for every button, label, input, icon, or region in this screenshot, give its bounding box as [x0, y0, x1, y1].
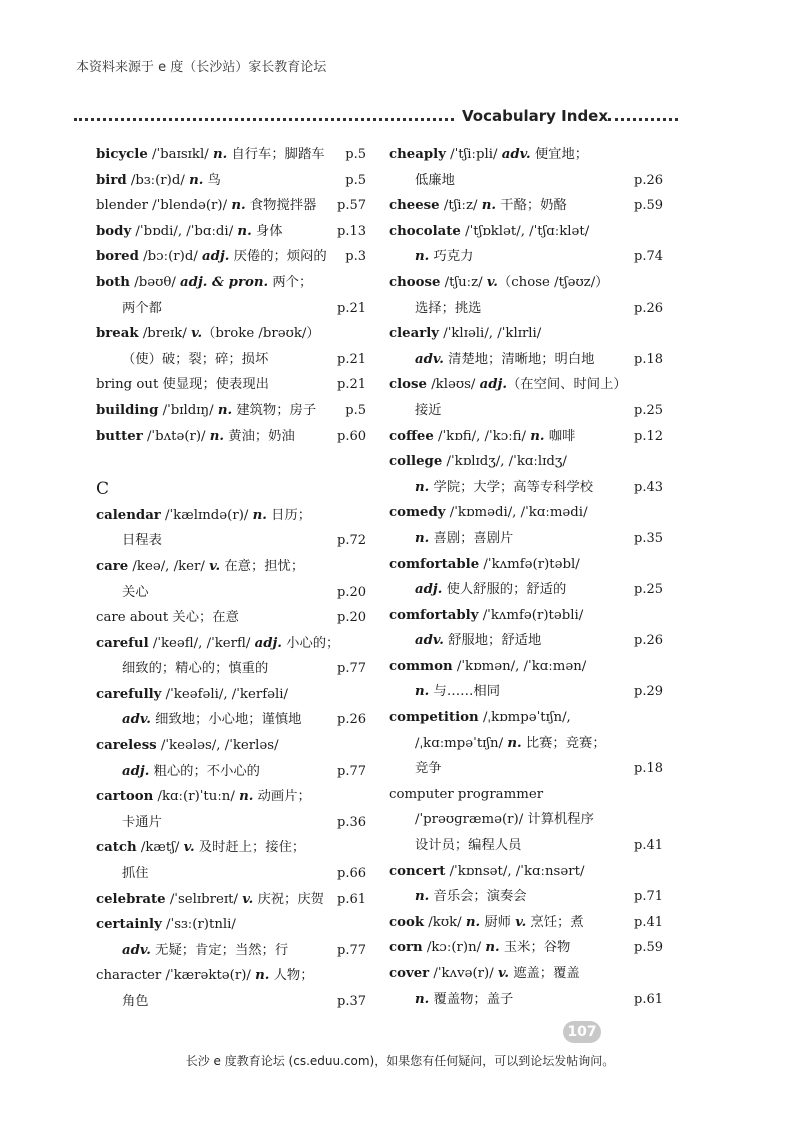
vocab-entry — [96, 321, 366, 347]
entry-text: n. — [481, 198, 497, 214]
entry-text: 便宜地； — [530, 147, 589, 162]
entry-text: /ˈkeəfəli/, /ˈkerfəli/ — [161, 686, 288, 702]
entry-text: n. — [252, 507, 267, 523]
entry-text: common — [389, 658, 453, 674]
entry-text: calendar — [96, 507, 161, 523]
entry-text: 在意；担忧； — [220, 558, 305, 574]
vocab-entry — [96, 631, 366, 657]
entry-text: 黄油；奶油 — [224, 428, 295, 444]
entry-text: /ˈsɜː(r)tnli/ — [161, 917, 236, 933]
entry-continuation — [389, 526, 663, 552]
entry-continuation — [96, 810, 366, 836]
entry-text: care — [96, 558, 129, 574]
vocab-entry — [389, 219, 663, 245]
vocab-entry — [96, 963, 366, 989]
entry-continuation — [389, 168, 663, 194]
entry-text: n. — [231, 198, 246, 214]
entry-text: 建筑物；房子 — [232, 402, 317, 418]
entry-text: character /ˈkærəktə(r)/ — [96, 968, 256, 984]
entry-text: n. — [255, 968, 270, 984]
entry-text: 设计员；编程人员 — [415, 838, 522, 854]
page-reference: p.60 — [337, 428, 366, 444]
vocab-entry — [389, 449, 663, 475]
source-note: 本资料来源于 e 度（长沙站）家长教育论坛 — [76, 60, 327, 75]
page-reference: p.41 — [634, 914, 663, 930]
entry-text: careful — [96, 635, 149, 651]
vocab-entry — [96, 372, 366, 398]
entry-text: 干酪；奶酪 — [496, 198, 567, 214]
vocab-entry — [389, 859, 663, 885]
vocab-entry — [389, 910, 663, 936]
entry-continuation — [96, 707, 366, 733]
entry-text: （使）破；裂；碎；损坏 — [122, 351, 269, 367]
page-number-badge: 107 — [563, 1021, 601, 1043]
page-reference: p.25 — [634, 402, 663, 418]
entry-text: /ˈkɒfi/, /ˈkɔːfi/ — [433, 428, 531, 444]
entry-text: n. — [465, 914, 481, 930]
entry-text: /ˈkɒmən/, /ˈkɑːmən/ — [452, 658, 587, 674]
entry-text: /ˈkeələs/, /ˈkerləs/ — [156, 738, 279, 754]
vocab-entry — [389, 552, 663, 578]
entry-text: n. — [217, 402, 233, 418]
entry-text: n. — [237, 223, 252, 239]
page-reference: p.77 — [337, 661, 366, 677]
entry-text: choose — [389, 274, 441, 290]
entry-continuation — [389, 475, 663, 501]
entry-text: 使人舒服的；舒适的 — [442, 582, 567, 598]
page-reference: p.5 — [345, 402, 366, 418]
entry-continuation — [389, 628, 663, 654]
entry-text: /ˈkʌmfə(r)təbli/ — [478, 607, 584, 623]
vocab-entry — [389, 935, 663, 961]
entry-text: /ˈkeəfl/, /ˈkerfl/ — [148, 635, 255, 651]
entry-text: cheaply — [389, 147, 446, 162]
entry-text: n. — [530, 428, 545, 444]
entry-text: /ˈbɒdi/, /ˈbɑːdi/ — [131, 223, 238, 239]
entry-text: 身体 — [251, 223, 283, 239]
entry-text: 咖啡 — [544, 428, 576, 444]
vocab-entry — [389, 961, 663, 987]
entry-text: comfortable — [389, 556, 480, 572]
entry-text: bicycle — [96, 147, 148, 162]
entry-continuation — [96, 938, 366, 964]
entry-text: 厌倦的；烦闷的 — [229, 249, 327, 265]
vocab-entry — [96, 219, 366, 245]
entry-text: n. — [189, 172, 204, 188]
entry-text: bird — [96, 172, 127, 188]
page-reference: p.5 — [345, 147, 366, 162]
entry-text: 抓住 — [122, 866, 149, 882]
page-reference: p.77 — [337, 763, 366, 779]
entry-text: /ˈkɒlɪdʒ/, /ˈkɑːlɪdʒ/ — [442, 454, 567, 470]
entry-text: /ˌkɒmpəˈtɪʃn/, — [478, 710, 571, 726]
entry-text: /ˈtʃɒklət/, /ˈtʃɑːklət/ — [460, 223, 590, 239]
entry-text: n. — [415, 991, 430, 1007]
entry-text: college — [389, 454, 443, 470]
entry-text: adj. — [415, 582, 443, 598]
entry-text: adv. — [501, 147, 531, 162]
entry-text: 庆祝；庆贺 — [253, 891, 324, 907]
entry-text: v. — [183, 840, 195, 856]
entry-continuation — [96, 861, 366, 887]
entry-text: body — [96, 223, 132, 239]
page-reference: p.26 — [634, 300, 663, 316]
entry-text: 日程表 — [122, 533, 162, 549]
entry-text: 清楚地；清晰地；明白地 — [443, 351, 595, 367]
entry-text: 喜剧；喜剧片 — [429, 530, 514, 546]
entry-text: building — [96, 402, 159, 418]
entry-text: 覆盖物；盖子 — [429, 991, 514, 1007]
vocab-entry — [96, 168, 366, 194]
entry-text: /ˈbʌtə(r)/ — [142, 428, 210, 444]
entry-text: coffee — [389, 428, 434, 444]
page-reference: p.26 — [337, 712, 366, 728]
entry-text: close — [389, 377, 427, 393]
vocab-entry — [96, 733, 366, 759]
entry-text: bring out 使显现；使表现出 — [96, 377, 269, 393]
footer-note: 长沙 e 度教育论坛 (cs.eduu.com)，如果您有任何疑问，可以到论坛发帖询问。 — [185, 1054, 615, 1068]
entry-text: 两个； — [268, 274, 313, 290]
entry-continuation — [389, 833, 663, 859]
entry-continuation — [96, 347, 366, 373]
entry-continuation — [389, 807, 663, 833]
vocab-entry — [389, 654, 663, 680]
vocab-entry — [389, 193, 663, 219]
letter-heading — [96, 475, 366, 503]
entry-continuation — [389, 577, 663, 603]
vocab-entry — [96, 682, 366, 708]
entry-text: 厨师 — [480, 914, 516, 930]
entry-text: /ˌkɑːmpəˈtɪʃn/ — [415, 735, 508, 751]
page-reference: p.77 — [337, 942, 366, 958]
entry-text: 食物搅拌器 — [245, 198, 317, 214]
entry-text: 自行车；脚踏车 — [227, 147, 325, 162]
page-reference: p.5 — [345, 172, 366, 188]
spacer — [96, 449, 366, 475]
entry-continuation — [96, 989, 366, 1015]
entry-continuation — [389, 398, 663, 424]
entry-text: n. — [485, 940, 500, 956]
vocab-entry — [389, 372, 663, 398]
page-reference: p.13 — [337, 223, 366, 239]
entry-text: 小心的； — [281, 635, 340, 651]
page-reference: p.61 — [337, 891, 366, 907]
entry-text: 细致的；精心的；慎重的 — [122, 661, 269, 677]
entry-continuation — [96, 759, 366, 785]
entry-text: /ˈbɪldɪŋ/ — [158, 402, 218, 418]
entry-text: break — [96, 326, 139, 342]
entry-continuation — [389, 679, 663, 705]
entry-text: computer programmer — [389, 786, 544, 802]
entry-text: n. — [415, 249, 430, 265]
entry-text: adj. — [202, 249, 230, 265]
entry-text: 玉米；谷物 — [499, 940, 571, 956]
page-reference: p.59 — [634, 940, 663, 956]
entry-text: 粗心的；不小心的 — [149, 763, 260, 779]
entry-text: concert — [389, 863, 446, 879]
vocab-entry — [389, 321, 663, 347]
page-reference: p.26 — [634, 633, 663, 649]
vocab-entry — [389, 424, 663, 450]
page-reference: p.18 — [634, 351, 663, 367]
entry-text: 关心 — [122, 584, 149, 600]
entry-text: bored — [96, 249, 139, 265]
entry-text: clearly — [389, 326, 440, 342]
vocab-entry — [96, 912, 366, 938]
page-reference: p.18 — [634, 761, 663, 777]
entry-text: 两个都 — [122, 300, 162, 316]
page-reference: p.25 — [634, 582, 663, 598]
page-reference: p.37 — [337, 994, 366, 1009]
page-reference: p.74 — [634, 249, 663, 265]
entry-text: 选择；挑选 — [415, 300, 482, 316]
vocab-entry — [96, 193, 366, 219]
entry-text: /ˈkɒnsət/, /ˈkɑːnsərt/ — [445, 863, 585, 879]
entry-continuation — [96, 656, 366, 682]
entry-text: 角色 — [122, 994, 149, 1009]
vocab-entry — [389, 142, 663, 168]
entry-text: 低廉地 — [415, 172, 455, 188]
entry-text: /bəʊθ/ — [129, 274, 181, 290]
page-reference: p.57 — [337, 198, 366, 214]
entry-text: /kɔː(r)n/ — [422, 940, 486, 956]
entry-text: （chose /tʃəʊz/） — [497, 274, 609, 290]
entry-text: adj. — [122, 763, 150, 779]
vocab-entry — [96, 503, 366, 529]
vocab-entry — [389, 705, 663, 731]
entry-text: competition — [389, 710, 479, 726]
vocab-entry — [389, 270, 663, 296]
entry-text: v. — [242, 891, 254, 907]
entry-text: （在空间、时间上） — [507, 377, 627, 393]
page-reference: p.35 — [634, 530, 663, 546]
page-reference: p.12 — [634, 428, 663, 444]
vocab-entry — [96, 398, 366, 424]
entry-text: 鸟 — [203, 172, 221, 188]
entry-text: n. — [212, 147, 228, 162]
vocab-entry — [96, 784, 366, 810]
vocab-entry — [389, 500, 663, 526]
entry-text: /ˈkʌmfə(r)təbl/ — [479, 556, 580, 572]
entry-text: adv. — [122, 712, 151, 728]
entry-text: v. — [497, 966, 509, 981]
entry-text: /kætʃ/ — [136, 840, 184, 856]
entry-text: corn — [389, 940, 423, 956]
page-reference: p.20 — [337, 610, 366, 626]
entry-text: （broke /brəʊk/） — [202, 326, 320, 342]
entry-text: 竞争 — [415, 761, 442, 777]
vocab-entry — [389, 782, 663, 808]
entry-text: /ˈkʌvə(r)/ — [429, 966, 498, 981]
entry-text: blender /ˈblendə(r)/ — [96, 198, 232, 214]
page-reference: p.3 — [345, 249, 366, 265]
entry-text: care about 关心；在意 — [96, 610, 239, 626]
page-reference: p.61 — [634, 991, 663, 1007]
entry-text: v. — [515, 914, 527, 930]
page-reference: p.43 — [634, 479, 663, 495]
entry-text: 动画片； — [253, 789, 311, 805]
page-reference: p.59 — [634, 198, 663, 214]
entry-text: both — [96, 274, 130, 290]
entry-text: catch — [96, 840, 137, 856]
entry-text: 巧克力 — [429, 249, 474, 265]
vocab-entry — [96, 554, 366, 580]
entry-text: adj. — [479, 377, 507, 393]
page-reference: p.72 — [337, 533, 366, 549]
entry-text: 细致地；小心地；谨慎地 — [150, 712, 302, 728]
entry-text: adj. & pron. — [180, 274, 269, 290]
entry-text: /keə/, /ker/ — [128, 558, 210, 574]
entry-text: /kləʊs/ — [426, 377, 480, 393]
vocab-entry — [96, 605, 366, 631]
entry-text: adv. — [415, 351, 444, 367]
entry-text: 及时赶上；接住； — [194, 840, 306, 856]
entry-text: n. — [415, 479, 430, 495]
entry-text: v. — [209, 558, 221, 574]
entry-continuation — [96, 580, 366, 606]
entry-text: /tʃuːz/ — [440, 274, 487, 290]
entry-continuation — [389, 884, 663, 910]
entry-text: cheese — [389, 198, 440, 214]
vocab-entry — [96, 887, 366, 913]
entry-text: /ˈklɪəli/, /ˈklɪrli/ — [439, 326, 542, 342]
entry-text: v. — [191, 326, 203, 342]
entry-text: 日历； — [266, 507, 312, 523]
page-reference: p.21 — [337, 351, 366, 367]
entry-text: 比赛；竞赛； — [521, 735, 606, 751]
section-title: Vocabulary Index — [462, 107, 609, 125]
entry-text: 烹饪；煮 — [526, 914, 584, 930]
entry-text: /breɪk/ — [138, 326, 192, 342]
entry-text: 卡通片 — [122, 814, 162, 830]
dotted-rule-right — [608, 118, 678, 121]
vocab-entry — [96, 142, 366, 168]
entry-text: /ˈtʃiːpli/ — [445, 147, 502, 162]
entry-text: C — [96, 478, 110, 499]
entry-text: /ˈbaɪsɪkl/ — [147, 147, 213, 162]
entry-text: v. — [486, 274, 498, 290]
entry-text: /bɜː(r)d/ — [126, 172, 190, 188]
page-reference: p.66 — [337, 866, 366, 882]
entry-text: celebrate — [96, 891, 166, 907]
entry-continuation — [389, 731, 663, 757]
entry-text: /tʃiːz/ — [439, 198, 482, 214]
vocabulary-column-left — [96, 142, 366, 1015]
entry-text: /ˈprəʊɡræmə(r)/ 计算机程序 — [415, 812, 594, 828]
entry-text: /ˈkɒmədi/, /ˈkɑːmədi/ — [445, 505, 588, 521]
entry-text: 舒服地；舒适地 — [443, 633, 542, 649]
entry-continuation — [389, 244, 663, 270]
entry-continuation — [389, 987, 663, 1013]
entry-text: careless — [96, 738, 157, 754]
vocabulary-column-right — [389, 142, 663, 1012]
entry-text: n. — [415, 889, 430, 905]
entry-text: cover — [389, 966, 430, 981]
entry-continuation — [389, 296, 663, 322]
entry-text: 与……相同 — [429, 684, 501, 700]
vocab-entry — [389, 603, 663, 629]
entry-text: 接近 — [415, 402, 442, 418]
entry-text: /ˈselɪbreɪt/ — [165, 891, 243, 907]
entry-continuation — [96, 528, 366, 554]
page-reference: p.41 — [634, 838, 663, 854]
entry-continuation — [96, 296, 366, 322]
entry-text: /kɑː(r)ˈtuːn/ — [153, 789, 240, 805]
entry-text: /bɔː(r)d/ — [138, 249, 203, 265]
vocab-entry — [96, 270, 366, 296]
entry-continuation — [389, 756, 663, 782]
entry-text: /kʊk/ — [424, 914, 466, 930]
entry-text: n. — [209, 428, 225, 444]
entry-text: comfortably — [389, 607, 479, 623]
page-reference: p.21 — [337, 300, 366, 316]
entry-text: 无疑；肯定；当然；行 — [150, 942, 289, 958]
entry-text: cook — [389, 914, 425, 930]
entry-text: cartoon — [96, 789, 154, 805]
entry-text: adv. — [122, 942, 151, 958]
page-reference: p.20 — [337, 584, 366, 600]
page-reference: p.36 — [337, 814, 366, 830]
entry-text: 人物； — [269, 968, 314, 984]
entry-text: butter — [96, 428, 143, 444]
entry-text: carefully — [96, 686, 162, 702]
page-reference: p.21 — [337, 377, 366, 393]
entry-text: n. — [239, 789, 254, 805]
page-reference: p.71 — [634, 889, 663, 905]
entry-text: 学院；大学；高等专科学校 — [429, 479, 594, 495]
entry-text: certainly — [96, 917, 162, 933]
entry-text: 遮盖；覆盖 — [508, 966, 580, 981]
page-reference: p.29 — [634, 684, 663, 700]
vocab-entry — [96, 424, 366, 450]
page-reference: p.26 — [634, 172, 663, 188]
entry-continuation — [389, 347, 663, 373]
entry-text: n. — [415, 684, 430, 700]
entry-text: adj. — [254, 635, 282, 651]
entry-text: comedy — [389, 505, 446, 521]
entry-text: adv. — [415, 633, 444, 649]
dotted-rule-left — [74, 118, 454, 121]
entry-text: /ˈkælɪndə(r)/ — [160, 507, 253, 523]
vocab-entry — [96, 244, 366, 270]
entry-text: n. — [507, 735, 522, 751]
entry-text: chocolate — [389, 223, 461, 239]
vocab-entry — [96, 835, 366, 861]
entry-text: n. — [415, 530, 430, 546]
entry-text: 音乐会；演奏会 — [429, 889, 527, 905]
